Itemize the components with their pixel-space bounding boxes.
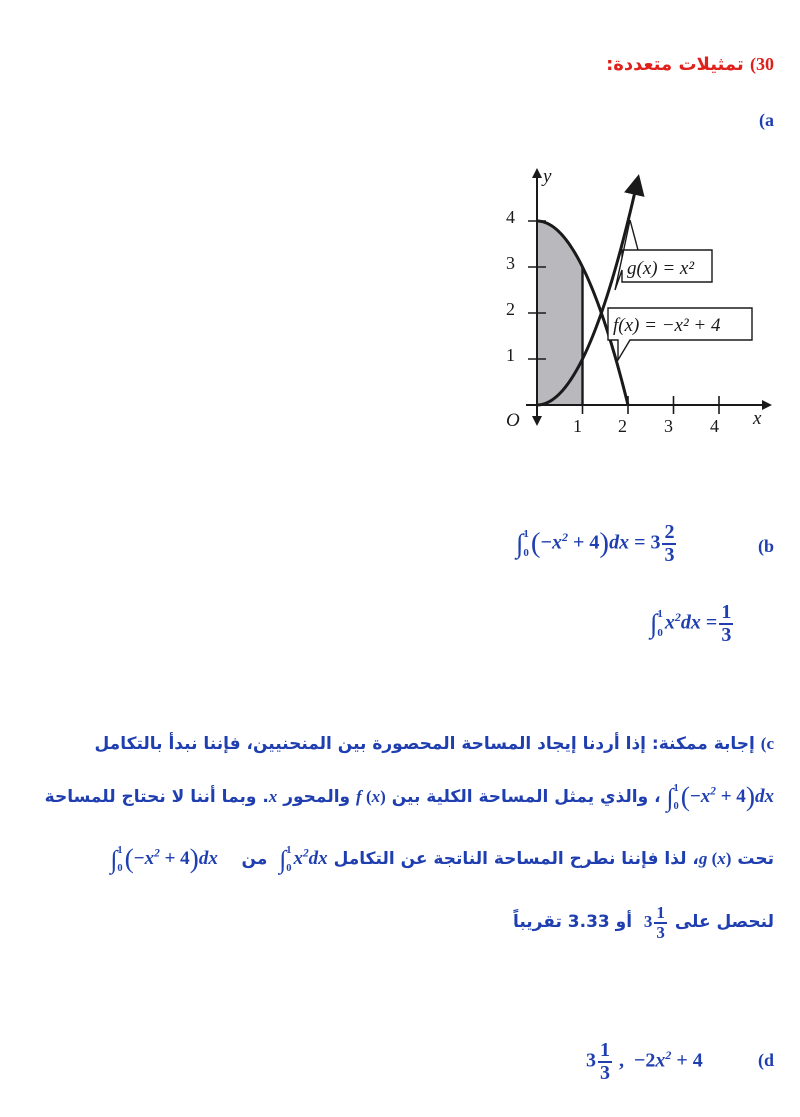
x-tick-label: 3 — [664, 416, 673, 436]
y-tick-label: 1 — [506, 345, 515, 365]
part-b-eq2: ∫ 1 0 $x^2dx$ = $\frac{1}{3}$ — [650, 601, 732, 646]
part-c-line2: ∫ 1 0 $(-x^2 + 4)dx$ ، والذي يمثل المساحة الكلية بين f (x) والمحور x. وبما أننا لا نحتاج للمساحة — [44, 780, 774, 812]
y-tick-label: 4 — [506, 207, 515, 227]
part-b-eq2-num: 1 — [721, 601, 732, 623]
x-axis-label: x — [753, 408, 762, 429]
callout-g-box — [615, 220, 712, 290]
label-f: f(x) = −x² + 4 — [613, 315, 721, 336]
part-c-line3: تحت g (x)، لذا فإننا نطرح المساحة الناتجة عن التكامل ∫ 1 0 $x^2dx$ من ∫ 1 0 $(-x^2 + 4)dx$ — [110, 842, 774, 874]
part-d-num: 1 — [600, 1039, 610, 1061]
part-c-text2b: والمحور — [283, 787, 351, 808]
part-c-result-den: 3 — [656, 922, 665, 942]
part-c-text3c: من — [241, 849, 268, 870]
x-axis-arrow-icon — [762, 400, 772, 410]
part-b-label: (b — [757, 536, 774, 556]
part-d-den: 3 — [600, 1062, 610, 1084]
x-tick-label: 2 — [618, 416, 627, 436]
part-c-text3b: ، لذا فإننا نطرح المساحة الناتجة عن التكامل — [333, 849, 699, 870]
x-tick-label: 4 — [710, 416, 719, 436]
part-c-result-whole: 3 — [643, 911, 653, 931]
part-c-text2c: . وبما أننا لا نحتاج للمساحة — [44, 787, 269, 808]
part-b-eq1: ∫ 1 0 $(-x^2 + 4)dx = 3$ $\frac{2}{3}$ — [516, 521, 675, 566]
part-a-label: (a — [759, 110, 774, 130]
y-axis-label: y — [543, 166, 552, 187]
y-axis-arrow-down-icon — [532, 416, 542, 426]
part-c-text1: إجابة ممكنة: إذا أردنا إيجاد المساحة المحصورة بين المنحنيين، فإننا نبدأ بالتكامل — [94, 734, 755, 754]
problem-title: تمثيلات متعددة: — [606, 54, 744, 75]
part-c-text4a: لنحصل على — [674, 911, 774, 932]
part-c-result-num: 1 — [656, 903, 665, 922]
part-d-label: (d — [757, 1050, 774, 1070]
part-c-line1 — [95, 734, 775, 754]
part-d-whole: 3 — [586, 1049, 596, 1072]
part-d-answer: 3 $\frac{1}{3}$ , $-2x^2 + 4$ — [586, 1039, 703, 1084]
area-graph — [490, 160, 780, 450]
part-b-eq1-num: 2 — [664, 521, 675, 543]
part-c-text4b: أو 3.33 تقريباً — [512, 911, 633, 932]
y-tick-label: 2 — [506, 299, 515, 319]
part-b-eq1-whole: 3 — [650, 531, 661, 554]
part-b-eq1-den: 3 — [664, 544, 675, 566]
x-tick-label: 1 — [573, 416, 582, 436]
origin-label: O — [506, 410, 520, 431]
y-tick-label: 3 — [506, 253, 515, 273]
part-c-text2a: ، والذي يمثل المساحة الكلية بين — [391, 787, 661, 808]
part-c-label: c) — [760, 734, 774, 753]
part-b-eq2-den: 3 — [721, 624, 732, 646]
problem-heading — [606, 54, 774, 75]
part-c-text3a: تحت — [737, 849, 774, 870]
y-axis-arrow-up-icon — [532, 168, 542, 178]
label-g: g(x) = x² — [627, 258, 695, 279]
problem-number: 30) — [750, 54, 774, 74]
part-c-line4 — [513, 904, 774, 942]
